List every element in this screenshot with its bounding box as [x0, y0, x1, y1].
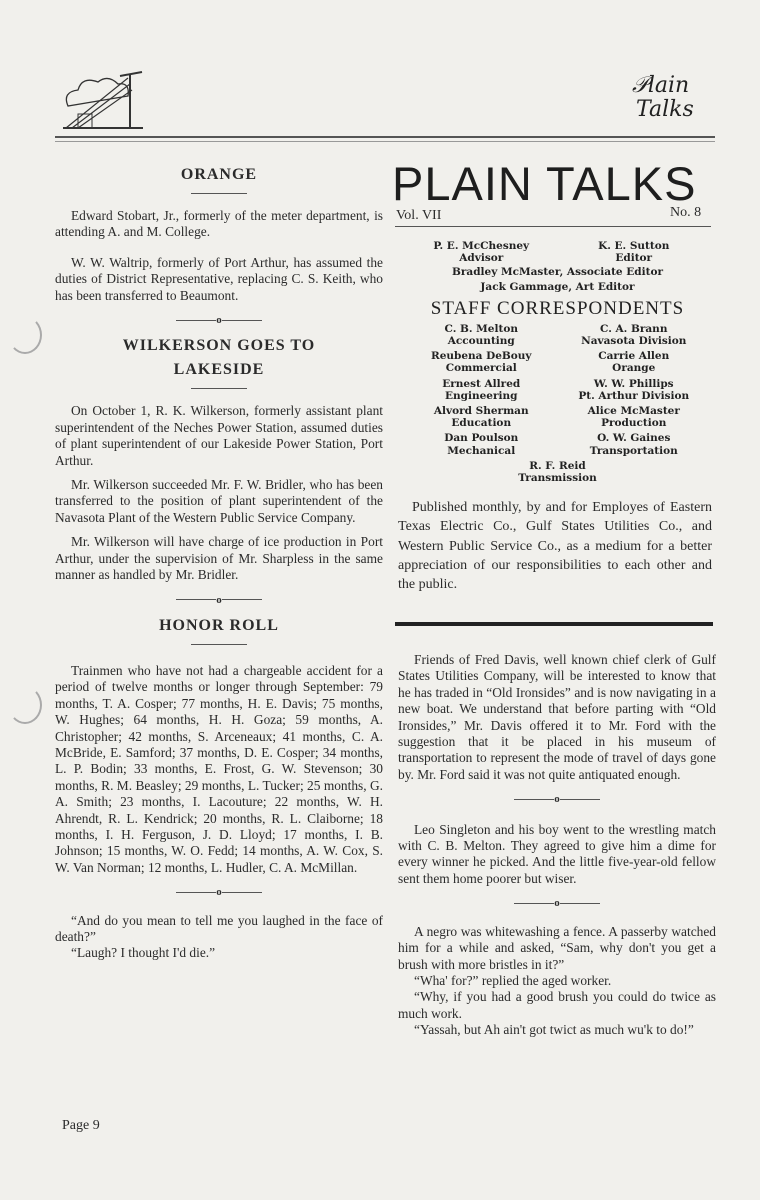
- correspondent: W. W. Phillips Pt. Arthur Division: [578, 377, 690, 402]
- davis-paragraph: Friends of Fred Davis, well known chief clerk of Gulf States Utilities Company, will be interested to know that he has traded in “Old Ironsides” and is now navigating in a new boat. We understand that before parting with “Old Ironsides,” Mr. Davis offered it to Mr. Ford with the suggestion that it be placed in his museum of transportation to represent the mode of travel of days gone by. Mr. Ford said it was not quite antiquated enough.: [398, 652, 716, 782]
- publication-statement: Published monthly, by and for Employes of Eastern Texas Electric Co., Gulf States Utilities Co., and Western Public Service Co., as a medium for a better appreciation of our responsibilities to each other and the public.: [398, 500, 712, 593]
- orange-paragraph: W. W. Waltrip, formerly of Port Arthur, has assumed the duties of District Representative, replacing C. S. Keith, who has been transferred to Beaumont.: [55, 254, 383, 303]
- header-rule-thin: [55, 141, 715, 142]
- page-number: Page 9: [62, 1118, 100, 1133]
- correspondent: Ernest Allred Engineering: [442, 377, 521, 402]
- wilkerson-paragraph: Mr. Wilkerson succeeded Mr. F. W. Bridler, who has been transferred to the position of plant superintendent of the Navasota Plant of the Western Public Service Company.: [55, 477, 383, 525]
- correspondent: Dan Poulson Mechanical: [444, 432, 519, 457]
- divider: [191, 644, 247, 645]
- staff-box: [405, 240, 710, 484]
- joke-paragraph: “Yassah, but Ah ain't got twict as much wu'k to do!”: [414, 1022, 694, 1038]
- divider: [191, 193, 247, 194]
- wilkerson-heading: WILKERSON GOES TO LAKESIDE: [122, 337, 316, 379]
- separator: o: [55, 312, 383, 328]
- correspondent: Alice McMaster Production: [587, 405, 680, 430]
- joke-paragraph: A negro was whitewashing a fence. A passerby watched him for a while and asked, “Sam, why don't you get a brush with more bristles in it?”: [398, 923, 716, 972]
- separator: o: [55, 884, 383, 900]
- orange-heading: ORANGE: [180, 166, 258, 183]
- left-column: [55, 163, 383, 970]
- joke-paragraph: “Why, if you had a good brush you could do twice as much work.: [398, 989, 716, 1021]
- separator: o: [55, 592, 383, 608]
- correspondent: Reubena DeBouy Commercial: [430, 350, 532, 375]
- correspondent: Alvord Sherman Education: [433, 405, 529, 430]
- joke-paragraph: “Wha' for?” replied the aged worker.: [414, 972, 612, 988]
- punch-hole: [8, 686, 42, 724]
- plain-talks-logo: 𝒫lain Talks: [632, 73, 694, 122]
- issue-number: No. 8: [670, 205, 702, 220]
- correspondent: C. A. Brann Navasota Division: [581, 322, 687, 348]
- divider: [191, 388, 247, 389]
- wilkerson-paragraph: Mr. Wilkerson will have charge of ice production in Port Arthur, under the supervision of Mr. Sharpless in the same manner as handled by Mr. Bridler.: [55, 534, 383, 583]
- header-rule: [55, 136, 715, 138]
- joke-line: “Laugh? I thought I'd die.”: [71, 945, 216, 961]
- staff-associate-editor: Bradley McMaster, Associate Editor: [451, 266, 663, 279]
- staff-art-editor: Jack Gammage, Art Editor: [480, 280, 635, 293]
- thick-rule: [395, 622, 713, 626]
- staff-advisor: P. E. McChesney Advisor: [433, 240, 530, 265]
- separator: o: [398, 791, 716, 807]
- correspondent: Carrie Allen Orange: [598, 350, 670, 375]
- volume: Vol. VII: [396, 208, 442, 223]
- wilkerson-paragraph: On October 1, R. K. Wilkerson, formerly assistant plant superintendent of the Neches Power Station, assumed duties of plant superintendent of our Lakeside Power Station, Port Arthur.: [55, 403, 383, 468]
- staff-correspondents-heading: STAFF CORRESPONDENTS: [430, 297, 685, 319]
- masthead-title: PLAIN TALKS: [392, 157, 697, 210]
- header-illustration: [58, 66, 148, 134]
- separator: o: [398, 895, 716, 911]
- right-column: [398, 652, 716, 1039]
- joke-line: “And do you mean to tell me you laughed in the face of death?”: [55, 912, 383, 944]
- honor-roll-heading: HONOR ROLL: [159, 616, 279, 634]
- correspondents-list: [405, 323, 710, 457]
- staff-editor: K. E. Sutton Editor: [598, 240, 670, 265]
- masthead-rule: [395, 226, 711, 227]
- singleton-paragraph: Leo Singleton and his boy went to the wrestling match with C. B. Melton. They agreed to give him a dime for every winner he picked. And the little five-year-old fellow sent them home poorer but wiser.: [398, 821, 716, 886]
- correspondent: O. W. Gaines Transportation: [589, 432, 678, 457]
- correspondent: R. F. Reid Transmission: [518, 459, 597, 485]
- correspondent: C. B. Melton Accounting: [444, 322, 518, 348]
- orange-paragraph: Edward Stobart, Jr., formerly of the meter department, is attending A. and M. College.: [55, 208, 383, 240]
- punch-hole: [8, 316, 42, 354]
- honor-roll-paragraph: Trainmen who have not had a chargeable accident for a period of twelve months or longer through September: 79 months, T. A. Cosper; 77 months, H. E. Davis; 75 months, W. Hughes; 64 months, H. H. Goza; 59 months, A. Christopher; 42 months, S. Arceneaux; 41 months, C. A. McBride, E. Samford; 37 months, D. E. Cosper; 34 months, L. P. Bodin; 33 months, E. Frost, G. W. Stevenson; 30 months, R. M. Beasley; 29 months, L. Tucker; 25 months, G. A. Smith; 23 months, I. Lacouture; 22 months, W. H. Ahrendt, R. L. Kendrick; 20 months, R. L. Claiborne; 18 months, I. H. Ferguson, J. D. Lloyd; 17 months, I. B. Johnson; 15 months, W. O. Fedd; 14 months, A. W. Cox, S. W. Van Norman; 12 months, L. Hudler, C. A. McMillan.: [55, 662, 383, 875]
